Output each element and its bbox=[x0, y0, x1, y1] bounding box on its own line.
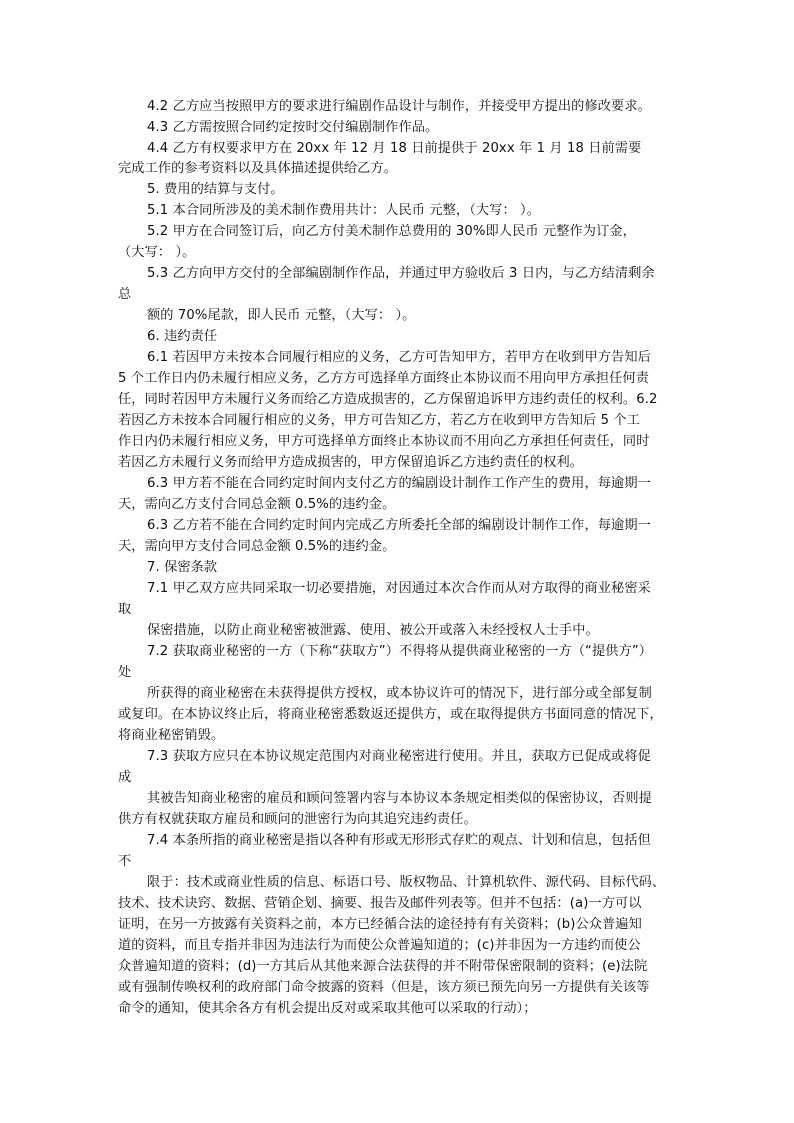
clause-5-1: 5.1 本合同所涉及的美术制作费用共计：人民币 元整，（大写： ）。 bbox=[147, 203, 540, 218]
clause-6-2-line3: 若因乙方未履行义务而给甲方造成损害的，甲方保留追诉乙方违约责任的权利。 bbox=[118, 455, 584, 470]
clause-7-3: 7.3 获取方应只在本协议规定范围内对商业秘密进行使用。并且，获取方已促成或将促 bbox=[147, 749, 651, 764]
clause-5-3: 5.3 乙方向甲方交付的全部编剧制作作品，并通过甲方验收后 3 日内，与乙方结清剩余 bbox=[147, 266, 655, 281]
clause-4-4: 4.4 乙方有权要求甲方在 20xx 年 12 月 18 日前提供于 20xx 年 1 月 18 日前需要 bbox=[147, 141, 642, 156]
clause-4-2: 4.2 乙方应当按照甲方的要求进行编剧作品设计与制作，并接受甲方提出的修改要求。 bbox=[147, 99, 651, 114]
clause-7-4-line8: 或有强制传唤权利的政府部门命令披露的资料（但是，该方须已预先向另一方提供有关该等 bbox=[118, 980, 650, 995]
clause-6-2-line2: 作日内仍未履行相应义务，甲方可选择单方面终止本协议而不用向乙方承担任何责任，同时 bbox=[118, 434, 650, 449]
clause-7-4-line7: 众普遍知道的资料；(d)一方其后从其他来源合法获得的并不附带保密限制的资料；(e)法院 bbox=[118, 959, 648, 974]
clause-7-4-line4: 技术、技术诀窍、数据、营销企划、摘要、报告及邮件列表等。但并不包括：(a)一方可以 bbox=[118, 896, 642, 911]
clause-6-3b-cont: 天，需向甲方支付合同总金额 0.5%的违约金。 bbox=[118, 539, 396, 554]
clause-7-1-cont: 保密措施，以防止商业秘密被泄露、使用、被公开或落入未经授权人士手中。 bbox=[147, 623, 599, 638]
clause-7-4-line9: 命令的通知，使其余各方有机会提出反对或采取其他可以采取的行动）； bbox=[118, 1001, 537, 1016]
clause-7-2-line5: 将商业秘密销毁。 bbox=[118, 728, 225, 743]
clause-7-3-wrap: 成 bbox=[118, 770, 132, 785]
clause-6-3a-cont: 天，需向乙方支付合同总金额 0.5%的违约金。 bbox=[118, 497, 396, 512]
section-6-heading: 6. 违约责任 bbox=[147, 329, 218, 344]
clause-6-1: 6.1 若因甲方未按本合同履行相应的义务，乙方可告知甲方，若甲方在收到甲方告知后 bbox=[147, 350, 651, 365]
clause-6-2-line1: 若因乙方未按本合同履行相应的义务，甲方可告知乙方，若乙方在收到甲方告知后 5 个工 bbox=[118, 413, 640, 428]
clause-7-1-wrap: 取 bbox=[118, 602, 132, 617]
clause-6-1-line3: 任，同时若因甲方未履行义务而给乙方造成损害的，乙方保留追诉甲方违约责任的权利。6.2 bbox=[118, 392, 658, 407]
clause-6-1-line2: 5 个工作日内仍未履行相应义务，乙方方可选择单方面终止本协议而不用向甲方承担任何责 bbox=[118, 371, 649, 386]
clause-7-4-wrap: 不 bbox=[118, 854, 132, 869]
clause-4-4-cont: 完成工作的参考资料以及具体描述提供给乙方。 bbox=[118, 161, 398, 176]
clause-7-4-line6: 道的资料，而且专指并非因为违法行为而使公众普遍知道的；(c)并非因为一方违约而使公 bbox=[118, 938, 641, 953]
clause-5-2-cont: （大写： ）。 bbox=[118, 245, 196, 260]
clause-5-3-wrap: 总 bbox=[118, 287, 132, 302]
clause-7-2-line3: 所获得的商业秘密在未获得提供方授权，或本协议许可的情况下，进行部分或全部复制 bbox=[147, 686, 652, 701]
clause-7-4-line3: 限于：技术或商业性质的信息、标语口号、版权物品、计算机软件、源代码、目标代码、 bbox=[147, 875, 666, 890]
clause-4-3: 4.3 乙方需按照合同约定按时交付编剧制作作品。 bbox=[147, 120, 439, 135]
clause-7-2: 7.2 获取商业秘密的一方（下称“获取方”）不得将从提供商业秘密的一方（“提供方”） bbox=[147, 644, 653, 659]
clause-7-3-line4: 供方有权就获取方雇员和顾问的泄密行为向其追究违约责任。 bbox=[118, 812, 477, 827]
clause-7-2-wrap: 处 bbox=[118, 665, 132, 680]
section-7-heading: 7. 保密条款 bbox=[147, 560, 218, 575]
clause-7-4: 7.4 本条所指的商业秘密是指以各种有形或无形形式存贮的观点、计划和信息，包括但 bbox=[147, 833, 651, 848]
clause-7-3-line3: 其被告知商业秘密的雇员和顾问签署内容与本协议本条规定相类似的保密协议，否则提 bbox=[147, 791, 652, 806]
clause-5-3-cont: 额的 70%尾款，即人民币 元整，（大写： ）。 bbox=[147, 308, 416, 323]
clause-7-1: 7.1 甲乙双方应共同采取一切必要措施，对因通过本次合作而从对方取得的商业秘密采 bbox=[147, 581, 651, 596]
section-5-heading: 5. 费用的结算与支付。 bbox=[147, 182, 284, 197]
clause-5-2: 5.2 甲方在合同签订后，向乙方付美术制作总费用的 30%即人民币 元整作为订金， bbox=[147, 224, 636, 239]
clause-7-4-line5: 证明，在另一方披露有关资料之前，本方已经循合法的途径持有有关资料；(b)公众普遍知 bbox=[118, 917, 642, 932]
clause-6-3a: 6.3 甲方若不能在合同约定时间内支付乙方的编剧设计制作工作产生的费用，每逾期一 bbox=[147, 476, 651, 491]
clause-7-2-line4: 或复印。在本协议终止后，将商业秘密悉数返还提供方，或在取得提供方书面同意的情况下， bbox=[118, 707, 663, 722]
clause-6-3b: 6.3 乙方若不能在合同约定时间内完成乙方所委托全部的编剧设计制作工作，每逾期一 bbox=[147, 518, 651, 533]
